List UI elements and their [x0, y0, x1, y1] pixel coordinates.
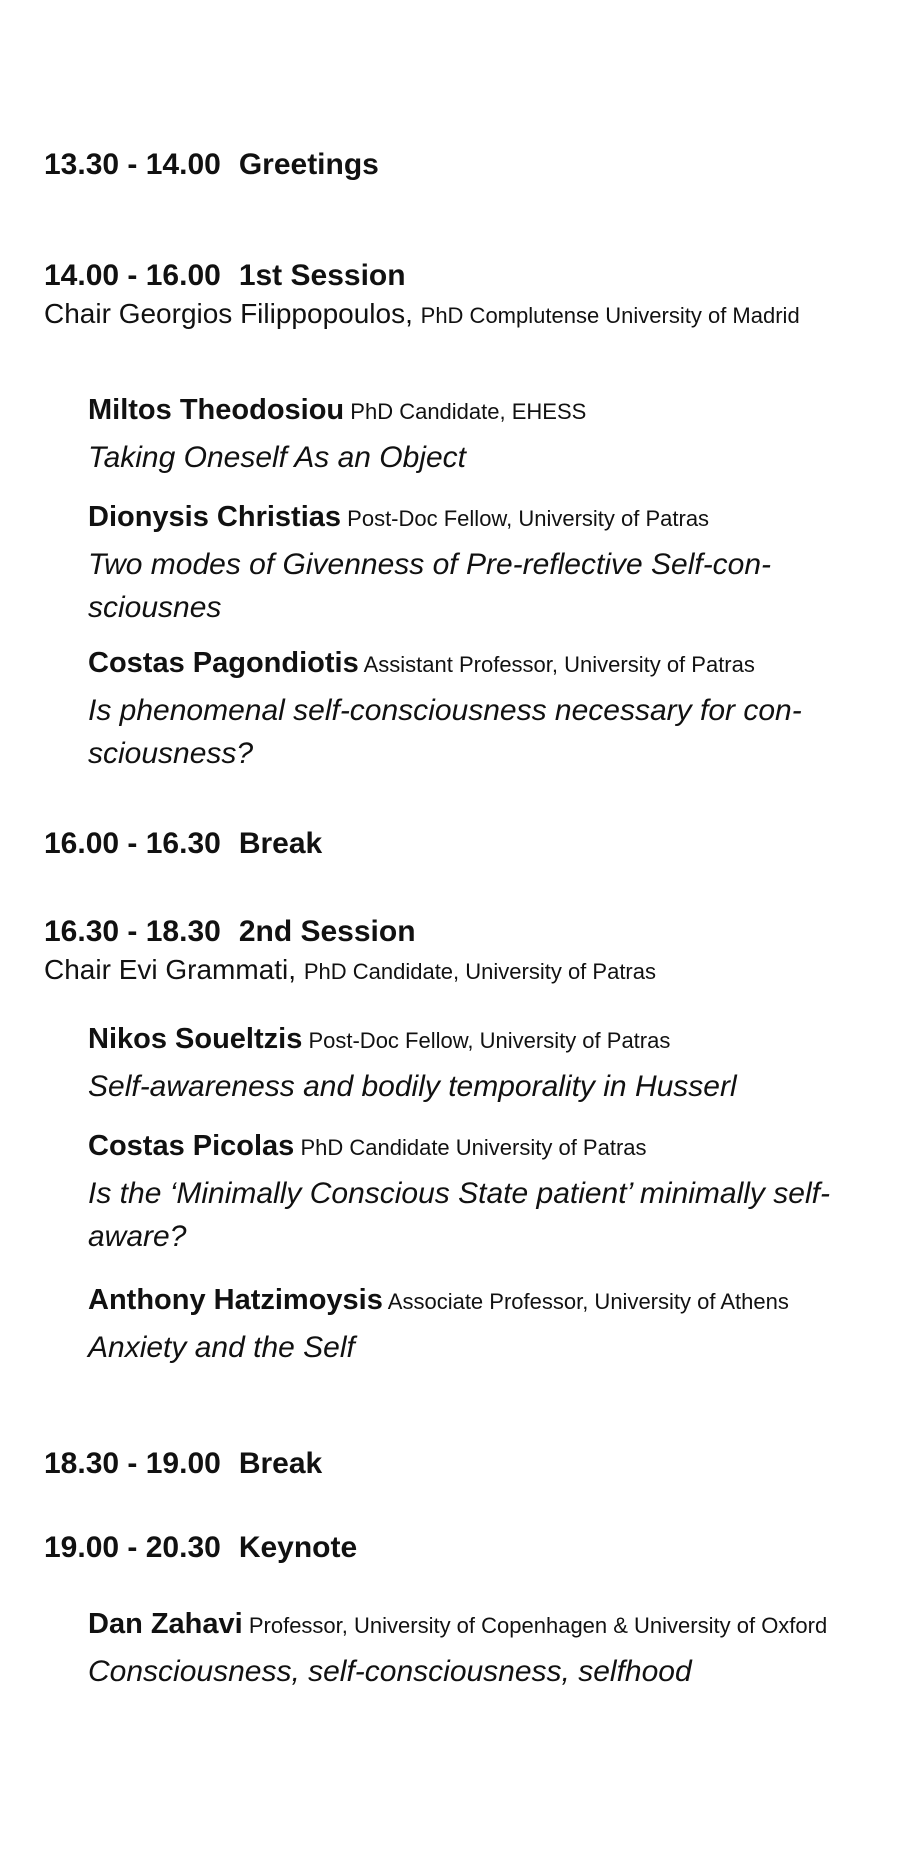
talk-title: Is phenomenal self-consciousness necessary for con-sciousness?	[88, 694, 802, 770]
speaker-line	[88, 1021, 858, 1059]
talk-title: Anxiety and the Self	[88, 1331, 355, 1364]
slot-session-2	[44, 914, 864, 990]
speaker-name: Dionysis Christias	[88, 501, 342, 533]
speaker-line	[88, 1128, 858, 1166]
slot-break-2	[44, 1446, 864, 1482]
slot-label: Break	[238, 827, 323, 860]
slot-label: 2nd Session	[238, 915, 416, 948]
session-heading	[44, 914, 864, 950]
talk-item	[88, 499, 858, 629]
speaker-name: Costas Picolas	[88, 1130, 295, 1162]
slot-label: Keynote	[238, 1531, 358, 1564]
talk-item	[88, 645, 858, 775]
slot-label: Break	[238, 1447, 323, 1480]
slot-label: Greetings	[238, 148, 379, 181]
speaker-name: Anthony Hatzimoysis	[88, 1284, 383, 1316]
speaker-line	[88, 1606, 858, 1644]
talk-title: Two modes of Givenness of Pre-reflective Self-con-sciousnes	[88, 548, 772, 624]
slot-keynote	[44, 1530, 864, 1566]
speaker-line	[88, 1282, 858, 1320]
speaker-name: Dan Zahavi	[88, 1608, 243, 1640]
slot-label: 1st Session	[238, 259, 406, 292]
chair-affiliation: PhD Candidate, University of Patras	[303, 959, 656, 984]
speaker-name: Costas Pagondiotis	[88, 647, 359, 679]
speaker-name: Miltos Theodosiou	[88, 394, 345, 426]
talk-title: Is the ‘Minimally Conscious State patient’ minimally self-aware?	[88, 1177, 830, 1253]
session-chair	[44, 296, 864, 334]
speaker-affiliation: PhD Candidate University of Patras	[300, 1135, 647, 1160]
chair-name: Chair Evi Grammati,	[44, 954, 297, 985]
speaker-affiliation: PhD Candidate, EHESS	[350, 399, 587, 424]
speaker-affiliation: Post-Doc Fellow, University of Patras	[347, 506, 710, 531]
talk-item	[88, 1021, 858, 1108]
chair-name: Chair Georgios Filippopoulos,	[44, 298, 413, 329]
speaker-affiliation: Professor, University of Copenhagen & University of Oxford	[248, 1613, 828, 1638]
slot-time: 18.30 - 19.00	[44, 1447, 221, 1480]
talk-item	[88, 1128, 858, 1258]
talk-title: Self-awareness and bodily temporality in Husserl	[88, 1070, 737, 1103]
slot-time: 16.00 - 16.30	[44, 827, 221, 860]
speaker-affiliation: Associate Professor, University of Athens	[387, 1289, 789, 1314]
speaker-affiliation: Assistant Professor, University of Patras	[363, 652, 755, 677]
speaker-line	[88, 645, 858, 683]
chair-affiliation: PhD Complutense University of Madrid	[420, 303, 800, 328]
slot-break-1	[44, 826, 864, 862]
talk-item	[88, 1282, 858, 1369]
slot-time: 14.00 - 16.00	[44, 259, 221, 292]
speaker-line	[88, 392, 858, 430]
slot-time: 16.30 - 18.30	[44, 915, 221, 948]
slot-time: 19.00 - 20.30	[44, 1531, 221, 1564]
speaker-affiliation: Post-Doc Fellow, University of Patras	[308, 1028, 671, 1053]
talk-title: Taking Oneself As an Object	[88, 441, 466, 474]
session-chair	[44, 952, 864, 990]
slot-greetings	[44, 147, 864, 183]
slot-session-1	[44, 258, 864, 334]
talk-item	[88, 1606, 858, 1693]
session-heading	[44, 258, 864, 294]
slot-time: 13.30 - 14.00	[44, 148, 221, 181]
speaker-name: Nikos Soueltzis	[88, 1023, 303, 1055]
talk-item	[88, 392, 858, 479]
talk-title: Consciousness, self-consciousness, selfhood	[88, 1655, 692, 1688]
speaker-line	[88, 499, 858, 537]
